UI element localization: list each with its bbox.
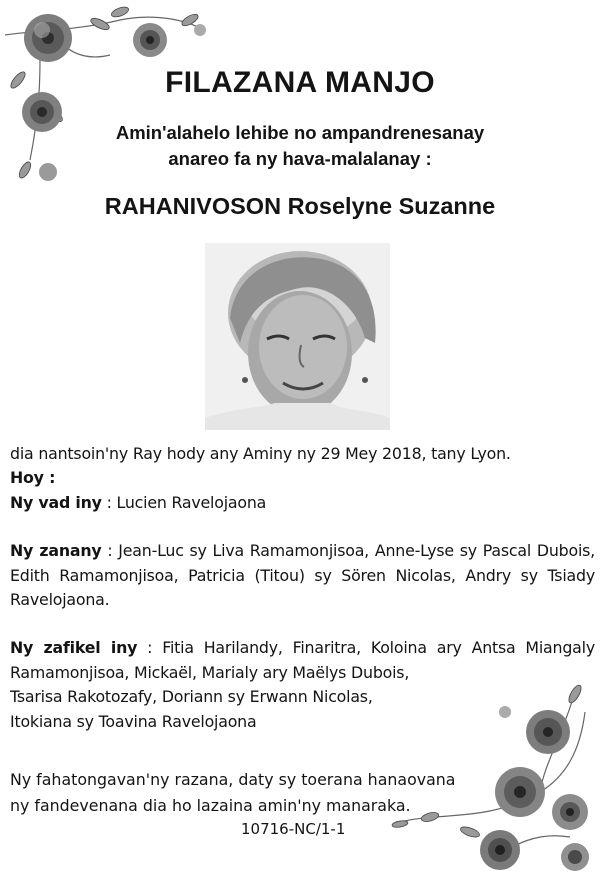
closing-line-2: ny fandevenana dia ho lazaina amin'ny manaraka. (10, 796, 411, 815)
grandchildren-paragraph (10, 636, 595, 685)
hoy-label: Hoy : (10, 468, 56, 488)
grandchildren-line-3: Itokiana sy Toavina Ravelojaona (10, 711, 257, 731)
page-title: FILAZANA MANJO (165, 66, 435, 99)
closing-line-1: Ny fahatongavan'ny razana, daty sy toerana hanaovana (10, 770, 456, 789)
reference-number: 10716-NC/1-1 (241, 820, 346, 838)
intro-line-1: Amin'alahelo lehibe no ampandrenesanay (115, 122, 485, 143)
spouse-line (10, 491, 595, 515)
spouse-label: Ny vad iny (10, 492, 102, 512)
intro-line-2: anareo fa ny hava-malalanay : (168, 148, 432, 169)
children-text: : Jean-Luc sy Liva Ramamonjisoa, Anne-Lyse sy Pascal Dubois, Edith Ramamonjisoa, Patricia (Titou) sy Sören Nicolas, Andry sy Tsiady Ravelojaona. (10, 541, 595, 610)
grandchildren-text-1: : Fitia Harilandy, Finaritra, Koloina ary Antsa Miangaly Ramamonjisoa, Mickaël, Marialy ary Maëlys Dubois, (10, 638, 595, 682)
notice-body (10, 442, 595, 734)
deceased-name: RAHANIVOSON Roselyne Suzanne (104, 193, 496, 219)
spouse-text: : Lucien Ravelojaona (101, 492, 267, 512)
children-label: Ny zanany (10, 541, 102, 561)
portrait-photo (205, 243, 390, 430)
intro-text (0, 120, 600, 172)
grandchildren-line-2: Tsarisa Rakotozafy, Doriann sy Erwann Nicolas, (10, 687, 373, 707)
death-announcement: dia nantsoin'ny Ray hody any Aminy ny 29 Mey 2018, tany Lyon. (10, 444, 511, 463)
grandchildren-label: Ny zafikel iny (10, 638, 138, 658)
closing-text (10, 767, 510, 819)
children-paragraph (10, 539, 595, 612)
